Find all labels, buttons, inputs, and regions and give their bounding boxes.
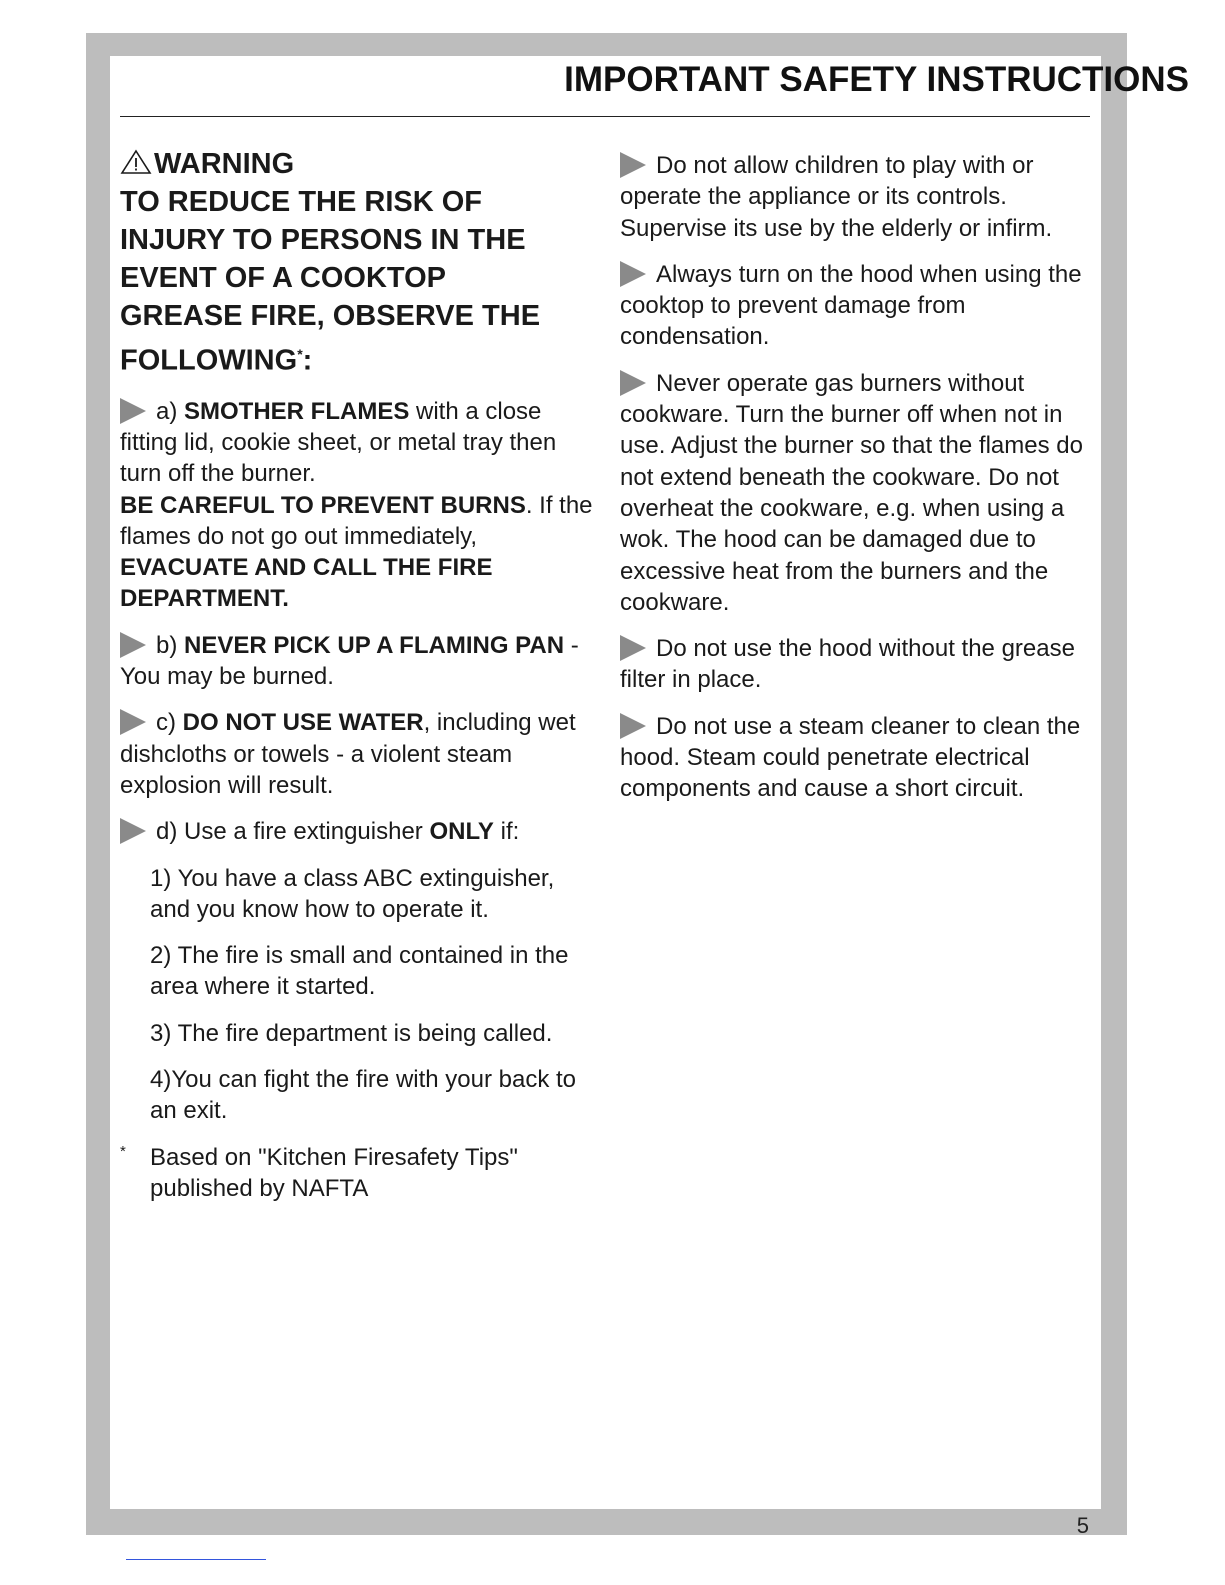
warning-line-4: GREASE FIRE, OBSERVE THE [120,300,541,332]
warning-colon: : [302,344,313,377]
page-title: IMPORTANT SAFETY INSTRUCTIONS [564,60,1189,99]
instruction-c: c) DO NOT USE WATER, including wet dishcloths or towels - a violent steam explosion will result. [120,709,576,799]
safety-item: Never operate gas burners without cookware. Turn the burner off when not in use. Adjust the burner so that the flames do not extend beneath the cookware. Do not overheat the cookware, e.g. when using a wok. The hood can be damaged due to excessive heat from the burners and the cookware. [620,369,1083,616]
footnote-asterisk: * [120,1142,126,1160]
link-underline [126,1559,266,1560]
instruction-a: a) SMOTHER FLAMES with a close fitting lid, cookie sheet, or metal tray then turn off the burner. BE CAREFUL TO PREVENT BURNS. If the flames do not go out immediately, EVACUATE AND CALL THE FIRE DEPARTMENT. [120,397,593,613]
bullet-arrow-icon [620,261,646,287]
safety-item: Do not allow children to play with or operate the appliance or its controls. Supervise its use by the elderly or infirm. [620,152,1053,242]
safety-item: Always turn on the hood when using the cooktop to prevent damage from condensation. [620,260,1082,351]
footnote [120,1142,595,1205]
warning-line-5-text: FOLLOWING [120,344,298,377]
bullet-arrow-icon [620,370,646,396]
right-column [620,150,1095,820]
condition-1: 1) You have a class ABC extinguisher, and you know how to operate it. [150,864,555,923]
condition-3: 3) The fire department is being called. [150,1019,553,1047]
instruction-b: b) NEVER PICK UP A FLAMING PAN - You may be burned. [120,631,579,691]
safety-item: Do not use a steam cleaner to clean the hood. Steam could penetrate electrical components and cause a short circuit. [620,712,1081,803]
condition-4: 4)You can fight the fire with your back to an exit. [150,1066,577,1125]
footnote-marker: * [297,346,303,362]
instruction-d: d) Use a fire extinguisher ONLY if: [120,816,595,847]
bullet-arrow-icon [120,632,146,658]
warning-label: WARNING [154,148,295,180]
warning-line-1: TO REDUCE THE RISK OF [120,186,482,218]
safety-item: Do not use the hood without the grease filter in place. [620,635,1075,694]
footnote-text: Based on "Kitchen Firesafety Tips" published by NAFTA [150,1143,518,1202]
left-column [120,145,595,1204]
warning-heading [120,145,595,380]
bullet-arrow-icon [120,818,146,844]
bullet-arrow-icon [620,713,646,739]
condition-2: 2) The fire is small and contained in the area where it started. [150,942,569,1001]
warning-label-line [120,145,595,183]
warning-line-5 [120,335,595,380]
warning-triangle-icon [120,149,152,175]
bullet-arrow-icon [120,398,146,424]
page-number: 5 [1076,1513,1089,1538]
bullet-arrow-icon [620,635,646,661]
warning-line-3: EVENT OF A COOKTOP [120,262,447,294]
bullet-arrow-icon [120,709,146,735]
warning-line-2: INJURY TO PERSONS IN THE [120,224,526,256]
title-rule [120,116,1090,117]
bullet-arrow-icon [620,152,646,178]
